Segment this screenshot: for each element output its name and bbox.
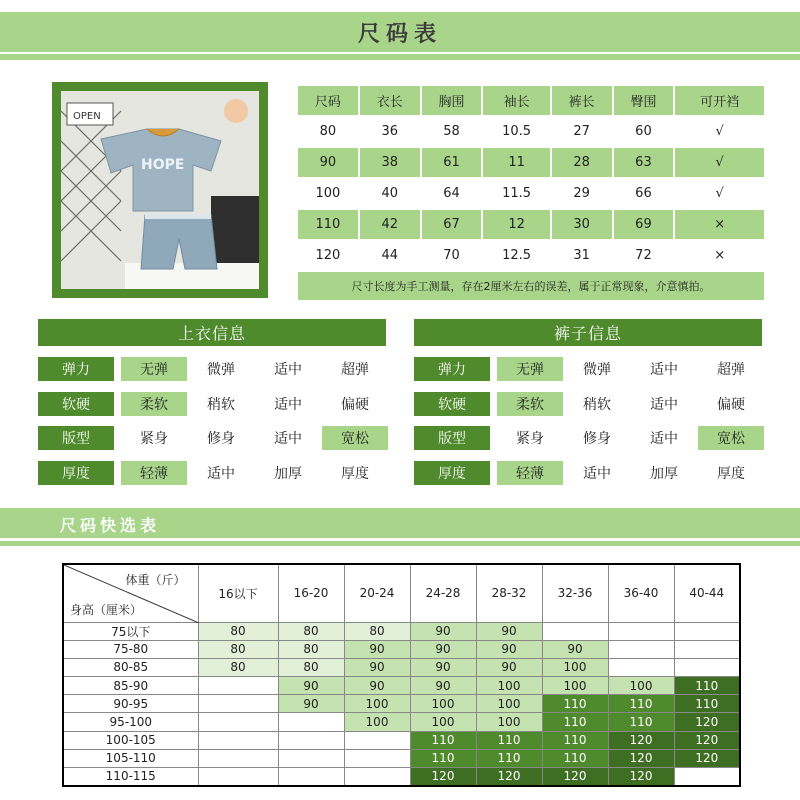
size-recommendation-cell bbox=[344, 749, 410, 767]
size-recommendation-cell bbox=[198, 713, 278, 731]
size-row bbox=[297, 178, 765, 209]
size-cell: 38 bbox=[359, 147, 421, 178]
size-cell: √ bbox=[674, 178, 765, 209]
attribute-row bbox=[414, 357, 764, 381]
attribute-option: 超弹 bbox=[717, 362, 745, 378]
attribute-option: 偏硬 bbox=[717, 396, 745, 413]
size-recommendation-cell: 90 bbox=[410, 677, 476, 695]
size-recommendation-cell: 110 bbox=[674, 677, 740, 695]
weight-axis-label: 体重（斤） bbox=[125, 573, 186, 587]
size-cell: 30 bbox=[551, 209, 613, 240]
title-divider bbox=[0, 54, 800, 60]
attribute-option: 适中 bbox=[650, 431, 678, 447]
attribute-option-selected: 无弹 bbox=[121, 357, 187, 381]
size-recommendation-cell: 120 bbox=[476, 768, 542, 786]
size-row bbox=[297, 240, 765, 271]
size-recommendation-cell: 90 bbox=[410, 622, 476, 640]
attribute-option: 稍软 bbox=[583, 396, 611, 413]
size-recommendation-cell bbox=[674, 658, 740, 676]
size-cell: 42 bbox=[359, 209, 421, 240]
attribute-option: 稍软 bbox=[207, 396, 235, 413]
size-cell: √ bbox=[674, 147, 765, 178]
size-recommendation-cell bbox=[278, 749, 344, 767]
size-cell: 40 bbox=[359, 178, 421, 209]
size-recommendation-cell bbox=[608, 622, 674, 640]
size-cell: 80 bbox=[297, 116, 359, 147]
size-recommendation-cell bbox=[198, 768, 278, 786]
size-recommendation-cell: 90 bbox=[542, 640, 608, 658]
attribute-option-selected: 无弹 bbox=[497, 357, 563, 381]
weight-header-cell: 28-32 bbox=[476, 564, 542, 622]
size-recommendation-cell: 100 bbox=[410, 713, 476, 731]
size-recommendation-cell: 90 bbox=[344, 658, 410, 676]
size-cell: 58 bbox=[421, 116, 483, 147]
attribute-option-selected: 柔软 bbox=[497, 392, 563, 416]
attribute-option: 厚度 bbox=[717, 465, 745, 482]
size-cell: 60 bbox=[613, 116, 675, 147]
size-row bbox=[297, 147, 765, 178]
height-label-cell: 85-90 bbox=[63, 677, 198, 695]
size-recommendation-cell: 110 bbox=[608, 695, 674, 713]
size-recommendation-cell: 110 bbox=[542, 695, 608, 713]
quick-row bbox=[63, 749, 740, 767]
size-recommendation-cell: 80 bbox=[278, 640, 344, 658]
weight-header-cell: 16以下 bbox=[198, 564, 278, 622]
size-recommendation-cell: 120 bbox=[674, 713, 740, 731]
product-photo bbox=[52, 82, 268, 298]
attribute-option: 适中 bbox=[274, 396, 302, 413]
size-recommendation-cell bbox=[278, 768, 344, 786]
size-recommendation-cell: 100 bbox=[410, 695, 476, 713]
size-recommendation-cell: 90 bbox=[476, 658, 542, 676]
size-recommendation-cell bbox=[608, 640, 674, 658]
attribute-row bbox=[414, 392, 764, 416]
size-row bbox=[297, 116, 765, 147]
size-cell: 27 bbox=[551, 116, 613, 147]
attribute-label: 厚度 bbox=[414, 461, 490, 485]
attribute-label: 弹力 bbox=[414, 357, 490, 381]
size-recommendation-cell: 120 bbox=[410, 768, 476, 786]
attribute-option: 偏硬 bbox=[341, 396, 369, 413]
weight-header-cell: 32-36 bbox=[542, 564, 608, 622]
quick-row bbox=[63, 713, 740, 731]
size-recommendation-cell: 100 bbox=[344, 713, 410, 731]
attribute-option-selected: 轻薄 bbox=[497, 461, 563, 485]
size-cell: 66 bbox=[613, 178, 675, 209]
height-label-cell: 75以下 bbox=[63, 622, 198, 640]
size-recommendation-cell: 90 bbox=[344, 640, 410, 658]
attribute-option: 修身 bbox=[207, 431, 235, 447]
attribute-option: 紧身 bbox=[516, 431, 544, 447]
size-recommendation-cell bbox=[674, 622, 740, 640]
size-cell: 70 bbox=[421, 240, 483, 271]
size-cell: 44 bbox=[359, 240, 421, 271]
weight-header-cell: 16-20 bbox=[278, 564, 344, 622]
size-recommendation-cell: 110 bbox=[608, 713, 674, 731]
size-recommendation-cell: 80 bbox=[278, 658, 344, 676]
size-cell: × bbox=[674, 209, 765, 240]
pants-info-title: 裤子信息 bbox=[553, 324, 622, 343]
attribute-option: 适中 bbox=[274, 362, 302, 378]
size-cell: 11.5 bbox=[482, 178, 550, 209]
attribute-label: 版型 bbox=[38, 426, 114, 450]
attribute-option: 适中 bbox=[274, 431, 302, 447]
size-header-cell: 袖长 bbox=[482, 85, 550, 116]
size-recommendation-cell: 100 bbox=[344, 695, 410, 713]
attribute-option: 超弹 bbox=[341, 362, 369, 378]
quick-row bbox=[63, 731, 740, 749]
size-recommendation-cell bbox=[344, 731, 410, 749]
page-title: 尺码表 bbox=[357, 21, 442, 47]
attribute-row bbox=[38, 461, 388, 485]
size-recommendation-cell: 110 bbox=[542, 749, 608, 767]
size-recommendation-cell bbox=[608, 658, 674, 676]
quick-row bbox=[63, 677, 740, 695]
quick-row bbox=[63, 695, 740, 713]
attribute-option: 加厚 bbox=[650, 465, 678, 482]
height-label-cell: 105-110 bbox=[63, 749, 198, 767]
size-recommendation-cell: 90 bbox=[410, 658, 476, 676]
quick-row bbox=[63, 658, 740, 676]
size-recommendation-cell: 100 bbox=[542, 658, 608, 676]
product-photo-illustration bbox=[61, 91, 259, 289]
size-cell: 28 bbox=[551, 147, 613, 178]
size-recommendation-cell bbox=[198, 731, 278, 749]
size-recommendation-cell: 110 bbox=[674, 695, 740, 713]
attribute-option: 适中 bbox=[207, 465, 235, 482]
attribute-row bbox=[414, 461, 764, 485]
attribute-row bbox=[414, 426, 764, 450]
title-band bbox=[0, 12, 800, 52]
height-label-cell: 100-105 bbox=[63, 731, 198, 749]
size-header-cell: 裤长 bbox=[551, 85, 613, 116]
quick-select-table bbox=[62, 563, 741, 787]
size-cell: 63 bbox=[613, 147, 675, 178]
attribute-label: 厚度 bbox=[38, 461, 114, 485]
size-cell: 120 bbox=[297, 240, 359, 271]
attribute-option-selected: 宽松 bbox=[322, 426, 388, 450]
height-label-cell: 95-100 bbox=[63, 713, 198, 731]
attribute-option: 修身 bbox=[583, 431, 611, 447]
size-header-cell: 可开裆 bbox=[674, 85, 765, 116]
size-recommendation-cell bbox=[674, 768, 740, 786]
size-recommendation-cell: 80 bbox=[344, 622, 410, 640]
size-cell: 29 bbox=[551, 178, 613, 209]
size-recommendation-cell: 110 bbox=[542, 713, 608, 731]
size-recommendation-cell: 90 bbox=[278, 695, 344, 713]
size-recommendation-cell: 80 bbox=[198, 622, 278, 640]
size-cell: 72 bbox=[613, 240, 675, 271]
attribute-row bbox=[38, 392, 388, 416]
size-recommendation-cell: 100 bbox=[542, 677, 608, 695]
size-recommendation-cell: 120 bbox=[608, 768, 674, 786]
attribute-label: 软硬 bbox=[414, 392, 490, 416]
size-recommendation-cell: 110 bbox=[476, 731, 542, 749]
attribute-option: 微弹 bbox=[207, 362, 235, 378]
size-cell: 12 bbox=[482, 209, 550, 240]
size-row bbox=[297, 209, 765, 240]
top-info-header bbox=[38, 319, 386, 346]
size-cell: 64 bbox=[421, 178, 483, 209]
sign-text: OPEN bbox=[73, 111, 101, 122]
attribute-label: 软硬 bbox=[38, 392, 114, 416]
size-header-cell: 衣长 bbox=[359, 85, 421, 116]
size-recommendation-cell: 100 bbox=[608, 677, 674, 695]
size-recommendation-cell: 120 bbox=[542, 768, 608, 786]
size-recommendation-cell: 80 bbox=[198, 658, 278, 676]
attribute-option-selected: 宽松 bbox=[698, 426, 764, 450]
size-cell: 69 bbox=[613, 209, 675, 240]
size-recommendation-cell: 100 bbox=[476, 677, 542, 695]
size-recommendation-cell: 110 bbox=[542, 731, 608, 749]
size-recommendation-cell: 90 bbox=[476, 622, 542, 640]
size-recommendation-cell bbox=[674, 640, 740, 658]
size-recommendation-cell: 90 bbox=[410, 640, 476, 658]
size-note: 尺寸长度为手工测量，存在2厘米左右的误差，属于正常现象，介意慎拍。 bbox=[297, 271, 765, 301]
size-recommendation-cell bbox=[198, 749, 278, 767]
height-label-cell: 110-115 bbox=[63, 768, 198, 786]
size-recommendation-cell: 120 bbox=[608, 749, 674, 767]
quick-row bbox=[63, 622, 740, 640]
height-label-cell: 90-95 bbox=[63, 695, 198, 713]
size-recommendation-cell bbox=[198, 677, 278, 695]
size-header-cell: 臀围 bbox=[613, 85, 675, 116]
size-recommendation-cell: 90 bbox=[476, 640, 542, 658]
size-cell: 11 bbox=[482, 147, 550, 178]
size-table bbox=[296, 84, 766, 302]
quick-select-title: 尺码快选表 bbox=[60, 516, 161, 535]
size-recommendation-cell: 90 bbox=[278, 677, 344, 695]
height-label-cell: 75-80 bbox=[63, 640, 198, 658]
attribute-option: 加厚 bbox=[274, 465, 302, 482]
quick-corner-cell bbox=[63, 564, 198, 622]
size-recommendation-cell: 110 bbox=[476, 749, 542, 767]
shirt-text: HOPE bbox=[141, 157, 185, 173]
size-recommendation-cell bbox=[344, 768, 410, 786]
size-recommendation-cell bbox=[278, 731, 344, 749]
size-note-row bbox=[297, 271, 765, 301]
size-header-cell: 胸围 bbox=[421, 85, 483, 116]
size-cell: 110 bbox=[297, 209, 359, 240]
attribute-row bbox=[38, 357, 388, 381]
weight-header-cell: 24-28 bbox=[410, 564, 476, 622]
size-recommendation-cell: 120 bbox=[674, 749, 740, 767]
size-cell: × bbox=[674, 240, 765, 271]
attribute-option: 紧身 bbox=[140, 431, 168, 447]
top-info-title: 上衣信息 bbox=[177, 324, 246, 343]
attribute-option: 适中 bbox=[650, 362, 678, 378]
size-recommendation-cell: 100 bbox=[476, 713, 542, 731]
size-recommendation-cell bbox=[278, 713, 344, 731]
size-cell: 67 bbox=[421, 209, 483, 240]
size-cell: √ bbox=[674, 116, 765, 147]
size-cell: 12.5 bbox=[482, 240, 550, 271]
size-cell: 100 bbox=[297, 178, 359, 209]
attribute-option: 厚度 bbox=[341, 465, 369, 482]
attribute-option-selected: 柔软 bbox=[121, 392, 187, 416]
size-recommendation-cell: 80 bbox=[198, 640, 278, 658]
size-recommendation-cell: 80 bbox=[278, 622, 344, 640]
size-table-header bbox=[297, 85, 765, 116]
quick-header-row bbox=[63, 564, 740, 622]
attribute-label: 弹力 bbox=[38, 357, 114, 381]
size-cell: 61 bbox=[421, 147, 483, 178]
size-cell: 36 bbox=[359, 116, 421, 147]
size-recommendation-cell bbox=[542, 622, 608, 640]
size-recommendation-cell: 110 bbox=[410, 749, 476, 767]
quick-select-divider bbox=[0, 541, 800, 546]
attribute-option: 适中 bbox=[650, 396, 678, 413]
pants-info-header bbox=[414, 319, 762, 346]
size-recommendation-cell: 120 bbox=[608, 731, 674, 749]
attribute-label: 版型 bbox=[414, 426, 490, 450]
size-recommendation-cell: 120 bbox=[674, 731, 740, 749]
height-axis-label: 身高（厘米） bbox=[70, 602, 143, 617]
size-cell: 31 bbox=[551, 240, 613, 271]
product-photo-inner bbox=[61, 91, 259, 289]
size-recommendation-cell: 110 bbox=[410, 731, 476, 749]
size-header-cell: 尺码 bbox=[297, 85, 359, 116]
height-label-cell: 80-85 bbox=[63, 658, 198, 676]
size-recommendation-cell bbox=[198, 695, 278, 713]
weight-header-cell: 20-24 bbox=[344, 564, 410, 622]
weight-header-cell: 36-40 bbox=[608, 564, 674, 622]
size-cell: 90 bbox=[297, 147, 359, 178]
attribute-option-selected: 轻薄 bbox=[121, 461, 187, 485]
size-recommendation-cell: 100 bbox=[476, 695, 542, 713]
weight-header-cell: 40-44 bbox=[674, 564, 740, 622]
attribute-row bbox=[38, 426, 388, 450]
attribute-option: 适中 bbox=[583, 465, 611, 482]
size-recommendation-cell: 90 bbox=[344, 677, 410, 695]
quick-row bbox=[63, 640, 740, 658]
quick-row bbox=[63, 768, 740, 786]
attribute-option: 微弹 bbox=[583, 362, 611, 378]
size-cell: 10.5 bbox=[482, 116, 550, 147]
